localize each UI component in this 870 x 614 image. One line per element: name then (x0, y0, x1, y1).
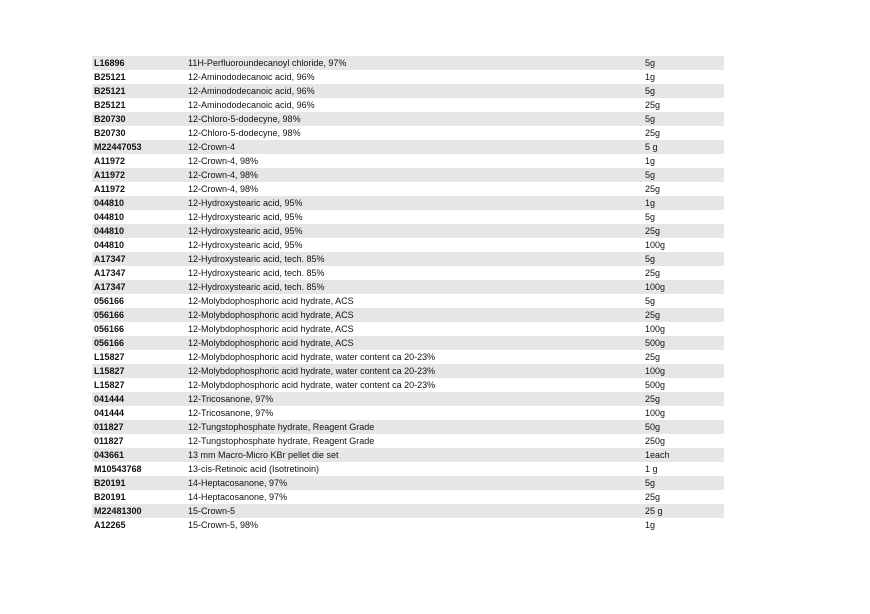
product-name: 15-Crown-5, 98% (188, 520, 259, 530)
product-name: 14-Heptacosanone, 97% (188, 478, 288, 488)
table-row (92, 364, 724, 378)
package-size: 5g (645, 170, 656, 180)
package-size: 5g (645, 86, 656, 96)
package-size: 25g (645, 100, 661, 110)
table-row (92, 420, 724, 434)
table-row (92, 252, 724, 266)
package-size: 5g (645, 296, 656, 306)
product-code: 041444 (94, 408, 125, 418)
product-name: 11H-Perfluoroundecanoyl chloride, 97% (188, 58, 347, 68)
product-name: 12-Tricosanone, 97% (188, 408, 274, 418)
product-name: 12-Aminododecanoic acid, 96% (188, 72, 315, 82)
product-name: 12-Hydroxystearic acid, 95% (188, 240, 303, 250)
table-row (92, 84, 724, 98)
product-name: 12-Crown-4, 98% (188, 184, 259, 194)
table-row (92, 112, 724, 126)
product-name: 12-Hydroxystearic acid, tech. 85% (188, 268, 325, 278)
product-name: 12-Aminododecanoic acid, 96% (188, 100, 315, 110)
product-code: B20730 (94, 128, 126, 138)
product-code: 056166 (94, 296, 125, 306)
package-size: 100g (645, 282, 666, 292)
package-size: 50g (645, 422, 661, 432)
table-row (92, 322, 724, 336)
table-row (92, 140, 724, 154)
product-name: 12-Hydroxystearic acid, 95% (188, 198, 303, 208)
product-code: B25121 (94, 100, 126, 110)
product-code: B25121 (94, 72, 126, 82)
package-size: 1g (645, 520, 656, 530)
table-row (92, 434, 724, 448)
product-name: 12-Hydroxystearic acid, 95% (188, 212, 303, 222)
table-row (92, 490, 724, 504)
product-name: 12-Crown-4, 98% (188, 170, 259, 180)
package-size: 1g (645, 72, 656, 82)
package-size: 5g (645, 58, 656, 68)
product-name: 12-Chloro-5-dodecyne, 98% (188, 128, 301, 138)
package-size: 1each (645, 450, 670, 460)
table-row (92, 280, 724, 294)
product-name: 12-Molybdophosphoric acid hydrate, water content ca 20-23% (188, 380, 436, 390)
product-code: 044810 (94, 240, 125, 250)
product-code: 056166 (94, 338, 125, 348)
table-row (92, 224, 724, 238)
product-code: A17347 (94, 282, 126, 292)
product-name: 12-Hydroxystearic acid, tech. 85% (188, 282, 325, 292)
product-code: L15827 (94, 380, 125, 390)
product-code: A11972 (94, 170, 126, 180)
table-row (92, 70, 724, 84)
product-name: 12-Crown-4 (188, 142, 236, 152)
product-code: B20191 (94, 478, 126, 488)
product-code: M22481300 (94, 506, 142, 516)
product-code: L15827 (94, 366, 125, 376)
product-name: 12-Chloro-5-dodecyne, 98% (188, 114, 301, 124)
product-code: B20730 (94, 114, 126, 124)
package-size: 1g (645, 156, 656, 166)
product-code: L16896 (94, 58, 125, 68)
product-code: A17347 (94, 268, 126, 278)
product-code: A12265 (94, 520, 126, 530)
table-row (92, 126, 724, 140)
package-size: 500g (645, 380, 666, 390)
package-size: 5g (645, 212, 656, 222)
table-row (92, 238, 724, 252)
package-size: 25g (645, 128, 661, 138)
product-code: A17347 (94, 254, 126, 264)
table-row (92, 266, 724, 280)
table-row (92, 308, 724, 322)
package-size: 25g (645, 492, 661, 502)
product-code: A11972 (94, 184, 126, 194)
table-row (92, 406, 724, 420)
package-size: 25g (645, 352, 661, 362)
product-code: A11972 (94, 156, 126, 166)
table-row (92, 98, 724, 112)
package-size: 100g (645, 366, 666, 376)
table-row (92, 196, 724, 210)
package-size: 5g (645, 114, 656, 124)
product-code: B20191 (94, 492, 126, 502)
table-row (92, 392, 724, 406)
product-code: B25121 (94, 86, 126, 96)
package-size: 100g (645, 408, 666, 418)
table-row (92, 476, 724, 490)
package-size: 1g (645, 198, 656, 208)
package-size: 5 g (645, 142, 658, 152)
table-row (92, 336, 724, 350)
product-name: 12-Molybdophosphoric acid hydrate, ACS (188, 324, 354, 334)
package-size: 25g (645, 268, 661, 278)
product-name: 12-Molybdophosphoric acid hydrate, ACS (188, 310, 354, 320)
package-size: 5g (645, 254, 656, 264)
product-code: 044810 (94, 226, 125, 236)
package-size: 25g (645, 226, 661, 236)
product-table (92, 56, 724, 532)
product-code: 011827 (94, 436, 124, 446)
package-size: 25 g (645, 506, 663, 516)
table-row (92, 378, 724, 392)
product-name: 12-Hydroxystearic acid, 95% (188, 226, 303, 236)
package-size: 250g (645, 436, 666, 446)
product-code: L15827 (94, 352, 125, 362)
product-name: 12-Molybdophosphoric acid hydrate, water content ca 20-23% (188, 366, 436, 376)
package-size: 5g (645, 478, 656, 488)
product-code: 011827 (94, 422, 124, 432)
product-name: 12-Molybdophosphoric acid hydrate, water content ca 20-23% (188, 352, 436, 362)
table-row (92, 210, 724, 224)
product-name: 12-Aminododecanoic acid, 96% (188, 86, 315, 96)
product-name: 12-Crown-4, 98% (188, 156, 259, 166)
package-size: 100g (645, 324, 666, 334)
product-code: 044810 (94, 198, 125, 208)
package-size: 100g (645, 240, 666, 250)
table-row (92, 154, 724, 168)
product-code: 044810 (94, 212, 125, 222)
product-name: 12-Molybdophosphoric acid hydrate, ACS (188, 338, 354, 348)
product-code: 056166 (94, 310, 125, 320)
product-code: 041444 (94, 394, 125, 404)
package-size: 25g (645, 394, 661, 404)
package-size: 25g (645, 310, 661, 320)
table-row (92, 448, 724, 462)
package-size: 25g (645, 184, 661, 194)
table-row (92, 462, 724, 476)
product-name: 12-Tricosanone, 97% (188, 394, 274, 404)
package-size: 500g (645, 338, 666, 348)
product-name: 12-Tungstophosphate hydrate, Reagent Grade (188, 422, 375, 432)
table-row (92, 504, 724, 518)
table-row (92, 182, 724, 196)
product-name: 13 mm Macro-Micro KBr pellet die set (188, 450, 339, 460)
product-code: M10543768 (94, 464, 142, 474)
package-size: 1 g (645, 464, 658, 474)
table-row (92, 350, 724, 364)
table-row (92, 518, 724, 532)
product-name: 12-Molybdophosphoric acid hydrate, ACS (188, 296, 354, 306)
table-row (92, 294, 724, 308)
table-row (92, 168, 724, 182)
product-name: 12-Hydroxystearic acid, tech. 85% (188, 254, 325, 264)
product-name: 15-Crown-5 (188, 506, 236, 516)
table-row (92, 56, 724, 70)
product-name: 12-Tungstophosphate hydrate, Reagent Grade (188, 436, 375, 446)
product-name: 13-cis-Retinoic acid (Isotretinoin) (188, 464, 320, 474)
product-name: 14-Heptacosanone, 97% (188, 492, 288, 502)
product-code: M22447053 (94, 142, 142, 152)
product-code: 056166 (94, 324, 125, 334)
product-code: 043661 (94, 450, 125, 460)
